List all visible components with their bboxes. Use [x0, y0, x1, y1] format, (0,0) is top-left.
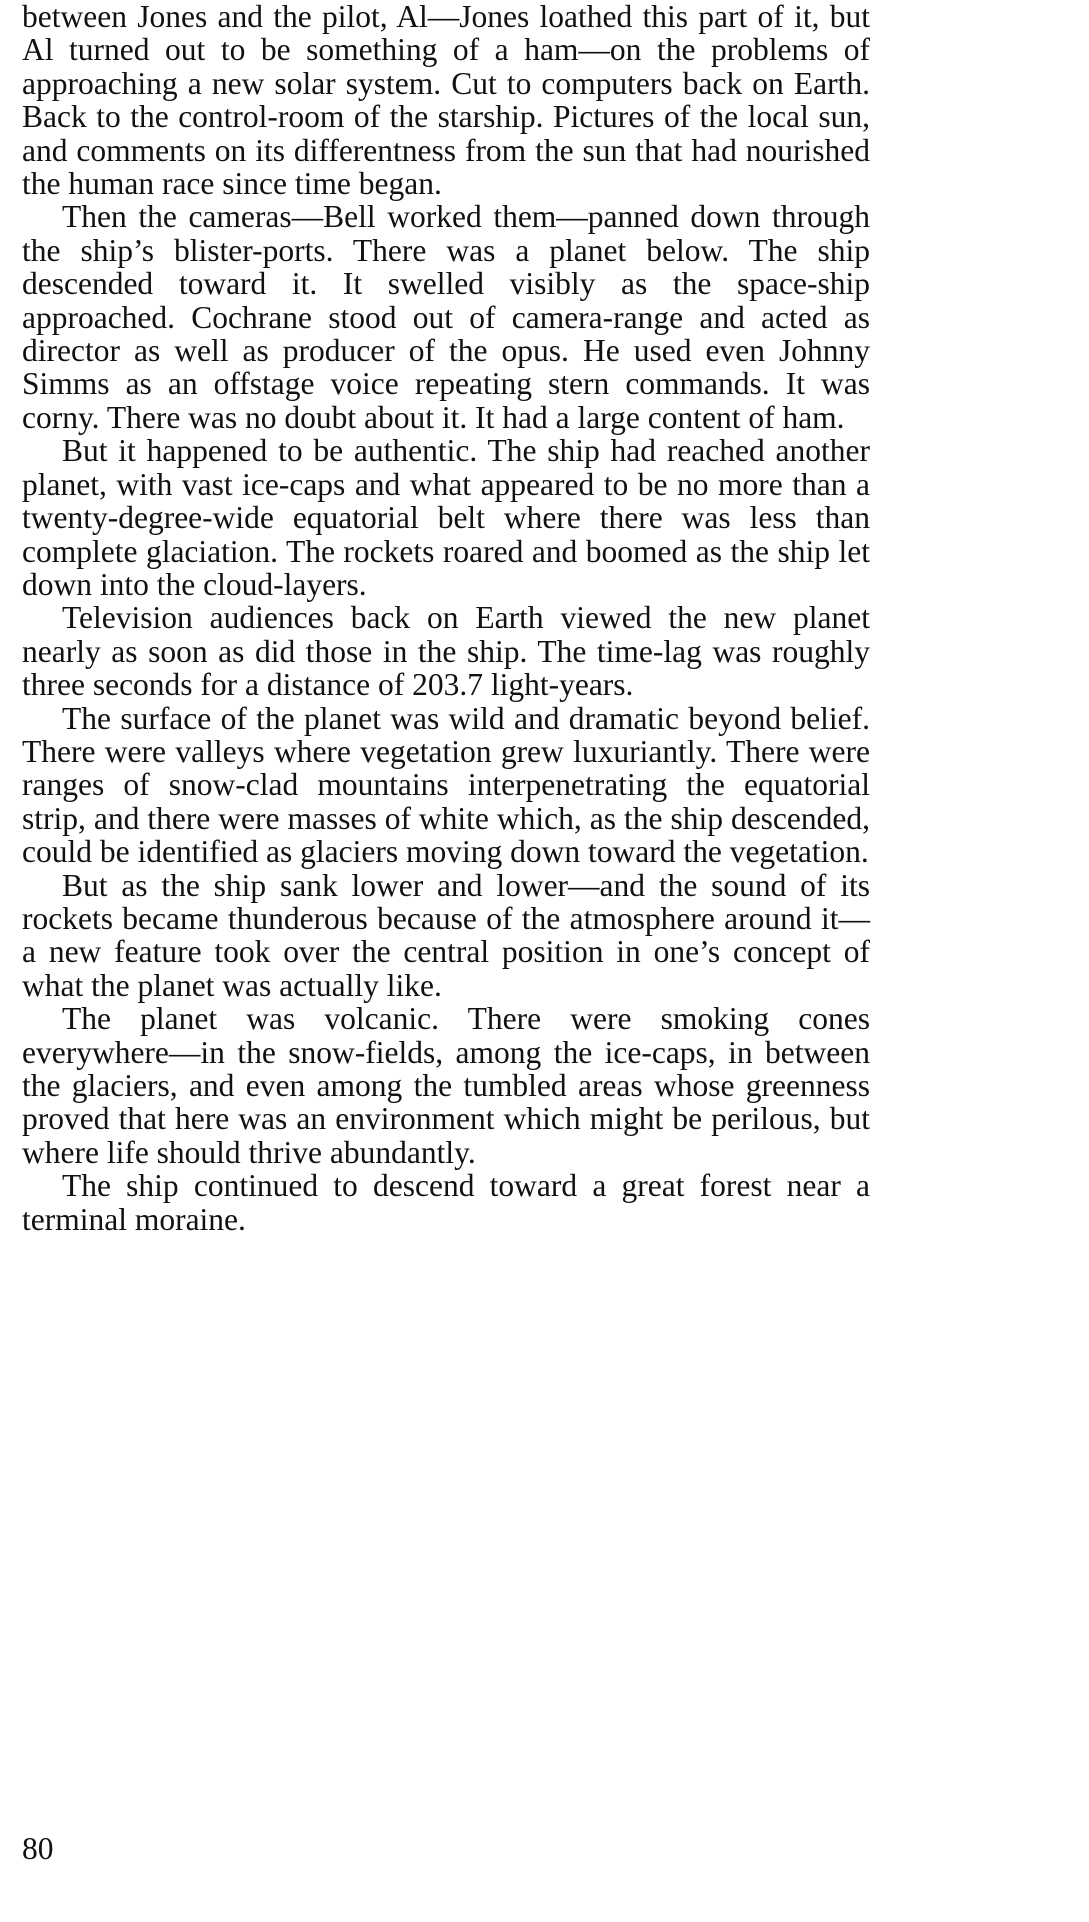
paragraph-6: But as the ship sank lower and lower—and the sound of its rockets became thunderous because of the atmosphere around it—a new feature took over the central position in one’s concept of what the planet was actually like.	[22, 867, 870, 1003]
paragraph-3: But it happened to be authentic. The ship had reached another planet, with vast ice-caps and what appeared to be no more than a twenty-degree-wide equatorial belt where there was less than complete glaciation. The rockets roared and boomed as the ship let down into the cloud-layers.	[22, 433, 870, 602]
paragraph-1: between Jones and the pilot, Al—Jones loathed this part of it, but Al turned out to be something of a ham—on the problems of approaching a new solar system. Cut to computers back on Earth. Back to the control-room of the starship. Pictures of the local sun, and comments on its differentness from the sun that had nourished the human race since time began.	[22, 0, 870, 202]
paragraph-5: The surface of the planet was wild and dramatic beyond belief. There were valleys where vegetation grew luxuriantly. There were ranges of snow-clad mountains interpenetrating the equatorial strip, and there were masses of white which, as the ship descended, could be identified as glaciers moving down toward the vegetation.	[22, 700, 870, 870]
page-number: 80	[22, 1831, 54, 1866]
paragraph-4: Television audiences back on Earth viewed the new planet nearly as soon as did those in the ship. The time-lag was roughly three seconds for a distance of 203.7 light-years.	[22, 600, 870, 703]
book-page-body	[22, 0, 870, 1236]
paragraph-7: The planet was volcanic. There were smoking cones everywhere—in the snow-fields, among the ice-caps, in between the glaciers, and even among the tumbled areas whose greenness proved that here was an environment which might be perilous, but where life should thrive abundantly.	[22, 1001, 870, 1170]
paragraph-8: The ship continued to descend toward a great forest near a terminal moraine.	[22, 1168, 870, 1237]
paragraph-2: Then the cameras—Bell worked them—panned down through the ship’s blister-ports. There was a planet below. The ship descended toward it. It swelled visibly as the space-ship approached. Cochrane stood out of camera-range and acted as director as well as producer of the opus. He used even Johnny Simms as an offstage voice repeating stern commands. It was corny. There was no doubt about it. It had a large content of ham.	[22, 199, 870, 435]
